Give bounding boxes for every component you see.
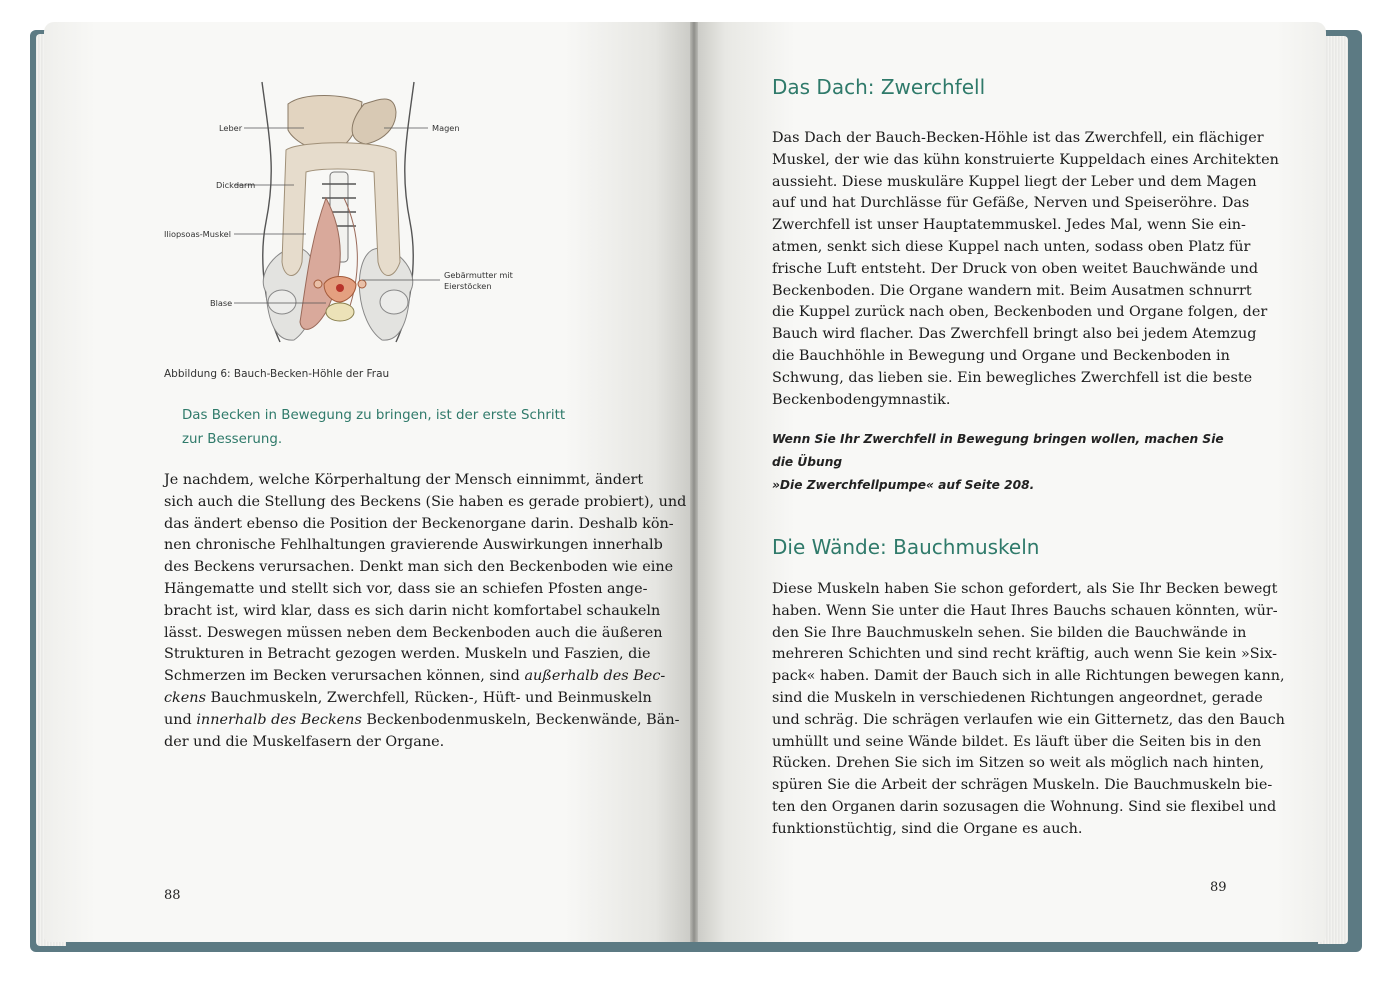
- text-line: spüren Sie die Arbeit der schrägen Muskeln. Die Bauchmuskeln bie-: [772, 777, 1273, 794]
- right-page: [694, 22, 1326, 942]
- text-line: atmen, senkt sich diese Kuppel nach unten, sodass oben Platz für: [772, 238, 1251, 255]
- text-line: sind die Muskeln in verschiedenen Richtungen angeordnet, gerade: [772, 689, 1263, 706]
- line12-emphasis: innerhalb des Beckens: [196, 711, 362, 728]
- line11-emphasis: ckens: [164, 689, 206, 706]
- page-number-right: 89: [1210, 880, 1227, 895]
- text-line: Je nachdem, welche Körperhaltung der Mensch einnimmt, ändert: [164, 472, 644, 488]
- anatomy-figure: [44, 22, 694, 382]
- text-line: die Bauchhöhle in Bewegung und Organe und Beckenboden in: [772, 347, 1230, 364]
- text-line: nen chronische Fehlhaltungen gravierende Auswirkungen innerhalb: [164, 537, 663, 554]
- text-line: auf und hat Durchlässe für Gefäße, Nerven und Speiseröhre. Das: [772, 195, 1250, 212]
- text-line: Das Dach der Bauch-Becken-Höhle ist das Zwerchfell, ein flächiger: [772, 130, 1264, 146]
- label-stomach: Magen: [432, 123, 460, 133]
- text-line: den Sie Ihre Bauchmuskeln sehen. Sie bilden die Bauchwände in: [772, 624, 1247, 641]
- line12-text-after: Beckenbodenmuskeln, Beckenwände, Bän-: [366, 711, 680, 728]
- callout-line: Das Becken in Bewegung zu bringen, ist der erste Schritt: [182, 408, 566, 423]
- text-line: Schwung, das lieben sie. Ein bewegliches Zwerchfell ist die beste: [772, 369, 1253, 386]
- text-line: Muskel, der wie das kühn konstruierte Kuppeldach eines Architekten: [772, 151, 1279, 168]
- hint-line: Wenn Sie Ihr Zwerchfell in Bewegung bringen wollen, machen Sie die Übung: [772, 432, 1224, 469]
- text-line: und schräg. Die schrägen verlaufen wie ein Gitternetz, das den Bauch: [772, 711, 1285, 728]
- text-line: Rücken. Drehen Sie sich im Sitzen so weit als möglich nach hinten,: [772, 755, 1265, 772]
- callout: [182, 404, 602, 452]
- text-line: frische Luft entsteht. Der Druck von oben weitet Bauchwände und: [772, 260, 1259, 277]
- text-line: das ändert ebenso die Position der Beckenorgane darin. Deshalb kön-: [164, 515, 674, 532]
- text-line: funktionstüchtig, sind die Organe es auch.: [772, 820, 1083, 837]
- heading-diaphragm: Das Dach: Zwerchfell: [772, 75, 986, 99]
- text-line: die Kuppel zurück nach oben, Beckenboden und Organe folgen, der: [772, 304, 1268, 321]
- text-line: Zwerchfell ist unser Hauptatemmuskel. Jedes Mal, wenn Sie ein-: [772, 217, 1246, 234]
- figure-caption: Abbildung 6: Bauch-Becken-Höhle der Frau: [164, 368, 390, 380]
- left-page: [44, 22, 694, 942]
- left-paragraph: [164, 470, 687, 753]
- book-gutter: [690, 22, 698, 942]
- text-line: haben. Wenn Sie unter die Haut Ihres Bauchs schauen könnten, wür-: [772, 602, 1278, 619]
- right-paragraph-2: [772, 579, 1285, 841]
- text-line: [164, 666, 666, 688]
- text-line: [164, 688, 652, 710]
- label-bladder: Blase: [210, 298, 233, 308]
- label-liver: Leber: [219, 123, 243, 133]
- text-line: [164, 710, 680, 732]
- text-line: Diese Muskeln haben Sie schon gefordert, als Sie Ihr Becken bewegt: [772, 581, 1278, 597]
- line12-text-before: und: [164, 711, 192, 728]
- text-line: des Beckens verursachen. Denkt man sich den Beckenboden wie eine: [164, 559, 674, 576]
- label-uterus-line2: Eierstöcken: [444, 281, 492, 291]
- text-line: bracht ist, wird klar, dass es sich darin nicht komfortabel schaukeln: [164, 602, 661, 619]
- right-paragraph-1: [772, 128, 1279, 411]
- text-line: ten den Organen darin sozusagen die Wohnung. Sind sie flexibel und: [772, 798, 1277, 815]
- label-uterus-line1: Gebärmutter mit: [444, 270, 513, 280]
- text-line: aussieht. Diese muskuläre Kuppel liegt der Leber und dem Magen: [772, 173, 1257, 190]
- text-line: umhüllt und seine Wände bildet. Es läuft über die Seiten bis in den: [772, 733, 1262, 750]
- exercise-hint: [772, 428, 1242, 497]
- text-line: mehreren Schichten und sind recht kräftig, auch wenn Sie kein »Six-: [772, 646, 1277, 663]
- text-line: Hängematte und stellt sich vor, dass sie an schiefen Pfosten ange-: [164, 580, 648, 597]
- text-line: pack« haben. Damit der Bauch sich in alle Richtungen bewegen kann,: [772, 668, 1285, 685]
- text-line: der und die Muskelfasern der Organe.: [164, 733, 445, 750]
- line10-text: Schmerzen im Becken verursachen können, sind: [164, 668, 520, 685]
- hint-line: »Die Zwerchfellpumpe« auf Seite 208.: [772, 478, 1035, 492]
- text-line: Bauch wird flacher. Das Zwerchfell bringt also bei jedem Atemzug: [772, 326, 1257, 343]
- callout-line: zur Besserung.: [182, 432, 283, 447]
- text-line: Beckenbodengymnastik.: [772, 391, 951, 408]
- line10-emphasis: außerhalb des Bec-: [524, 668, 666, 685]
- text-line: Strukturen in Betracht gezogen werden. Muskeln und Faszien, die: [164, 646, 651, 663]
- line11-text: Bauchmuskeln, Zwerchfell, Rücken-, Hüft- und Beinmuskeln: [210, 689, 652, 706]
- label-colon: Dickdarm: [216, 180, 256, 190]
- heading-abdominal-muscles: Die Wände: Bauchmuskeln: [772, 535, 1040, 559]
- page-number-left: 88: [164, 888, 181, 903]
- label-iliopsoas: Iliopsoas-Muskel: [164, 229, 231, 239]
- text-line: lässt. Deswegen müssen neben dem Beckenboden auch die äußeren: [164, 624, 663, 641]
- text-line: Beckenboden. Die Organe wandern mit. Beim Ausatmen schnurrt: [772, 282, 1252, 299]
- text-line: sich auch die Stellung des Beckens (Sie haben es gerade probiert), und: [164, 493, 687, 510]
